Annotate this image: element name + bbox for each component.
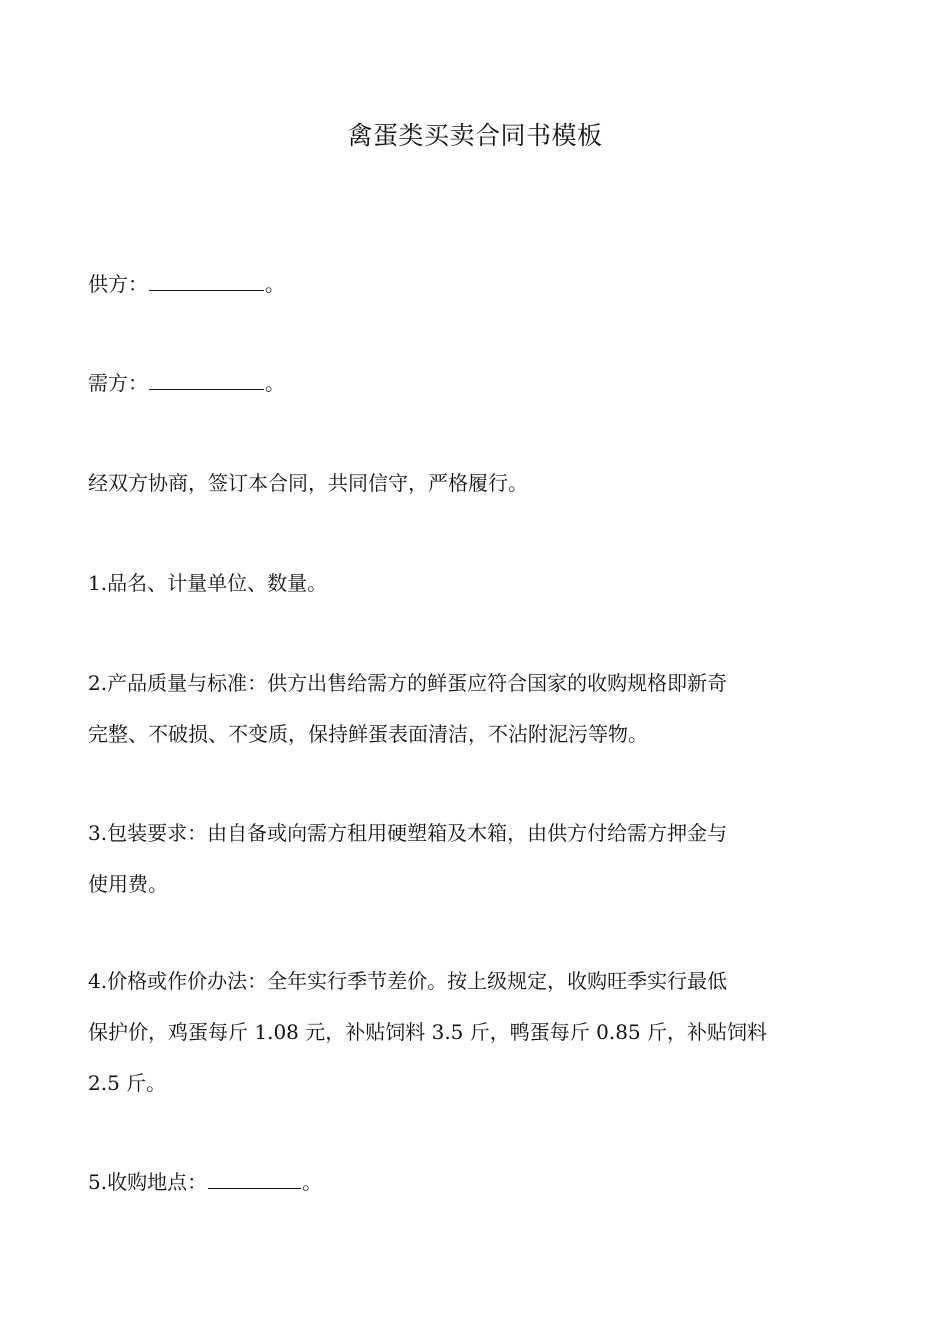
clause-4-line-3: 2.5 斤。 <box>88 1071 167 1095</box>
clause-5-blank[interactable] <box>208 1170 301 1189</box>
supplier-end: 。 <box>265 272 285 296</box>
clause-4 <box>88 956 864 1109</box>
supplier-label: 供方： <box>88 272 148 296</box>
document-title: 禽蛋类买卖合同书模板 <box>347 121 603 150</box>
intro-paragraph: 经双方协商，签订本合同，共同信守，严格履行。 <box>88 471 528 495</box>
clause-4-line-2: 保护价，鸡蛋每斤 1.08 元，补贴饲料 3.5 斤，鸭蛋每斤 0.85 斤，补贴饲料 <box>88 1020 768 1044</box>
clause-2 <box>88 658 864 760</box>
buyer-label: 需方： <box>88 371 148 395</box>
supplier-line <box>88 259 864 310</box>
clause-5-end: 。 <box>302 1170 323 1194</box>
clause-1: 1.品名、计量单位、数量。 <box>88 571 328 595</box>
supplier-blank[interactable] <box>149 272 264 291</box>
clause-2-line-1: 2.产品质量与标准：供方出售给需方的鲜蛋应符合国家的收购规格即新奇 <box>88 671 728 695</box>
clause-3-line-1: 3.包装要求：由自备或向需方租用硬塑箱及木箱，由供方付给需方押金与 <box>88 821 728 845</box>
buyer-blank[interactable] <box>149 371 264 390</box>
clause-3 <box>88 808 864 910</box>
clause-3-line-2: 使用费。 <box>88 872 168 896</box>
clause-5 <box>88 1157 864 1208</box>
clause-5-label: 5.收购地点： <box>88 1170 208 1194</box>
clause-2-line-2: 完整、不破损、不变质，保持鲜蛋表面清洁，不沾附泥污等物。 <box>88 722 648 746</box>
clause-4-line-1: 4.价格或作价办法：全年实行季节差价。按上级规定，收购旺季实行最低 <box>88 969 728 993</box>
buyer-end: 。 <box>265 371 285 395</box>
buyer-line <box>88 358 864 409</box>
